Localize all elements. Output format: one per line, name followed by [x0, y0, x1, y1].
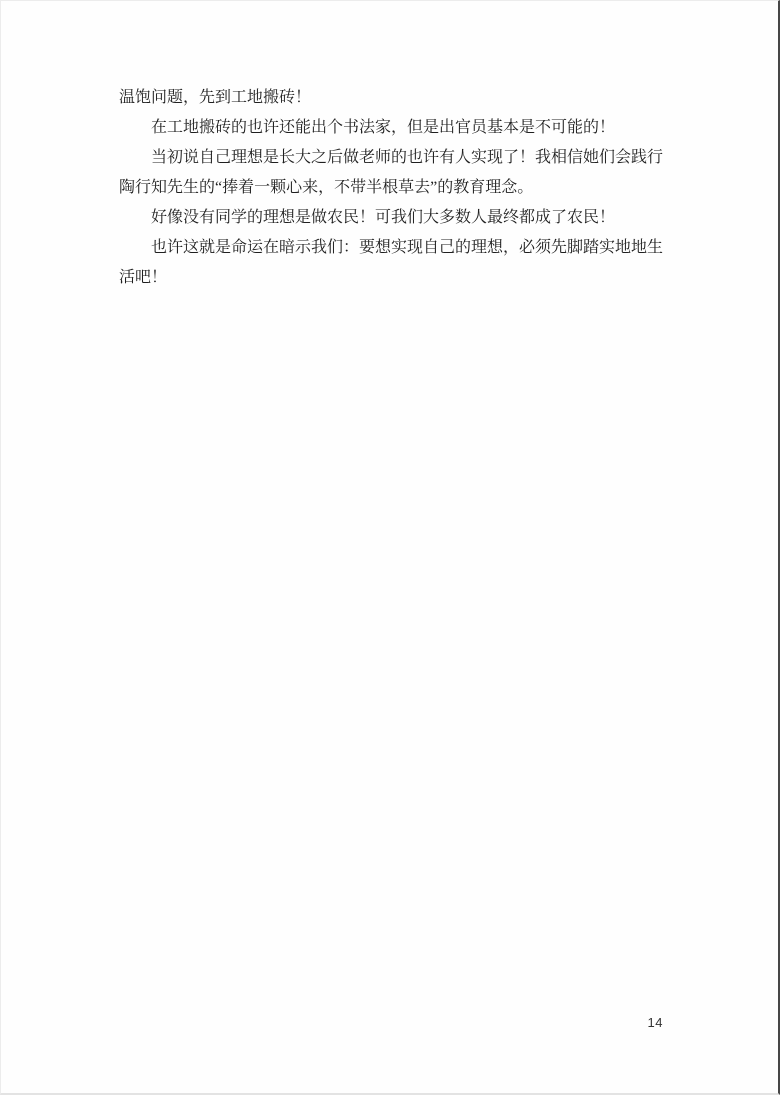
paragraph: 温饱问题，先到工地搬砖！	[119, 89, 312, 106]
paragraph: 当初说自己理想是长大之后做老师的也许有人实现了！我相信她们会践行陶行知先生的“捧着一颗心来，不带半根草去”的教育理念。	[119, 149, 664, 196]
page-number: 14	[647, 1015, 663, 1030]
paragraph: 也许这就是命运在暗示我们：要想实现自己的理想，必须先脚踏实地地生活吧！	[119, 239, 664, 286]
document-body-text	[119, 83, 663, 293]
paragraph: 在工地搬砖的也许还能出个书法家，但是出官员基本是不可能的！	[151, 119, 616, 136]
paragraph: 好像没有同学的理想是做农民！可我们大多数人最终都成了农民！	[151, 209, 616, 226]
page-footer	[1, 1014, 663, 1032]
